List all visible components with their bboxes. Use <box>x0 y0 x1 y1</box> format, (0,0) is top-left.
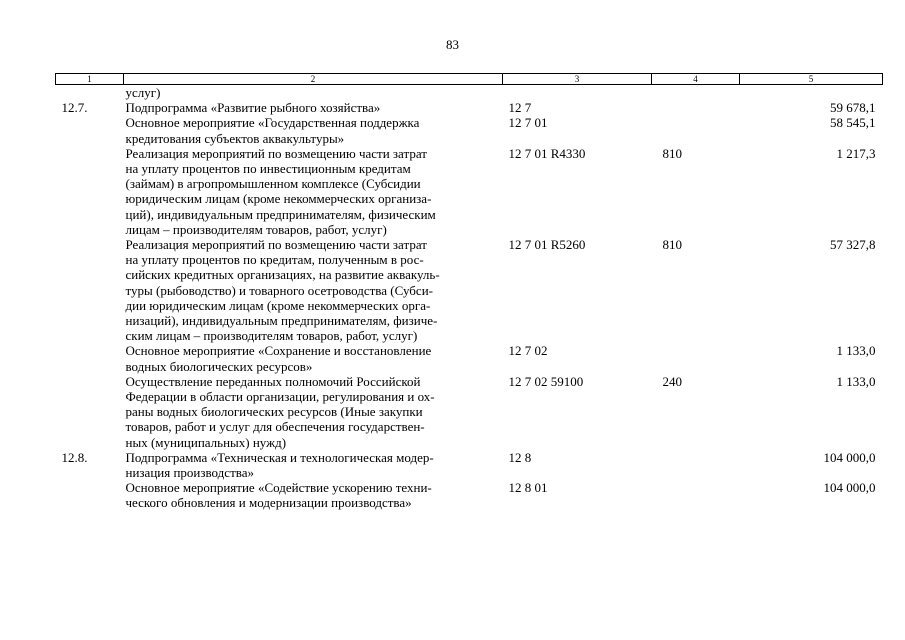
row-amount: 1 133,0 <box>836 343 876 359</box>
row-amount: 59 678,1 <box>830 100 876 116</box>
row-amount: 1 217,3 <box>836 145 876 161</box>
row-expense-type <box>652 480 740 510</box>
row-name-line: услуг) <box>125 85 161 100</box>
row-code: 12 7 02 59100 <box>508 373 584 389</box>
row-name-line: ским лицам – производителям товаров, работ, услуг) <box>125 328 418 344</box>
row-name-line: дии юридическим лицам (кроме некоммерческих орга- <box>125 297 431 313</box>
row-name-line: Подпрограмма «Развитие рыбного хозяйства» <box>125 100 381 116</box>
table-row <box>56 343 883 373</box>
row-expense-type <box>652 100 740 115</box>
row-number: 12.8. <box>61 449 88 465</box>
row-name-line: низация производства» <box>125 465 254 481</box>
table-body <box>56 85 883 511</box>
row-name <box>124 100 503 115</box>
row-amount: 104 000,0 <box>823 449 876 465</box>
row-number: 12.7. <box>61 100 88 116</box>
row-name <box>124 450 503 480</box>
row-name-line: Подпрограмма «Техническая и технологическая модер- <box>125 449 434 465</box>
table-row <box>56 85 883 101</box>
row-code: 12 8 01 <box>508 480 548 496</box>
row-code: 12 7 01 <box>508 115 548 131</box>
header-row <box>56 74 883 85</box>
row-code: 12 7 02 <box>508 343 548 359</box>
column-header-3: 3 <box>503 74 652 85</box>
row-name <box>124 85 503 101</box>
table-row <box>56 450 883 480</box>
page-number: 83 <box>446 37 459 52</box>
column-header-2: 2 <box>124 74 503 85</box>
row-expense-type <box>652 450 740 480</box>
row-expense-type: 810 <box>662 237 682 253</box>
row-name-line: Основное мероприятие «Сохранение и восстановление <box>125 343 432 359</box>
row-amount: 57 327,8 <box>830 237 876 253</box>
row-name <box>124 237 503 343</box>
row-code: 12 8 <box>508 449 532 465</box>
row-name-line: (займам) в агропромышленном комплексе (Субсидии <box>125 176 421 192</box>
row-code: 12 7 <box>508 100 532 116</box>
row-expense-type: 240 <box>662 373 682 389</box>
row-number <box>56 237 124 343</box>
row-expense-type <box>652 343 740 373</box>
row-name-line: кредитования субъектов аквакультуры» <box>125 130 345 146</box>
row-name-line: юридическим лицам (кроме некоммерческих организа- <box>125 191 432 207</box>
row-name <box>124 146 503 237</box>
table-header <box>56 74 883 85</box>
row-code: 12 7 01 R4330 <box>508 145 586 161</box>
row-name-line: Федерации в области организации, регулирования и ох- <box>125 389 435 405</box>
row-name-line: товаров, работ и услуг для обеспечения государствен- <box>125 419 425 435</box>
row-number <box>56 115 124 145</box>
row-number <box>56 343 124 373</box>
row-expense-type <box>652 85 740 101</box>
row-name-line: ных (муниципальных) нужд) <box>125 434 287 450</box>
row-name-line: на уплату процентов по инвестиционным кредитам <box>125 161 411 177</box>
row-name-line: Основное мероприятие «Государственная поддержка <box>125 115 420 131</box>
row-name-line: туры (рыбоводство) и товарного осетроводства (Субси- <box>125 282 433 298</box>
row-number <box>56 85 124 101</box>
row-name <box>124 115 503 145</box>
column-header-1: 1 <box>56 74 124 85</box>
row-number <box>56 374 124 450</box>
table-row <box>56 100 883 115</box>
row-amount: 1 133,0 <box>836 373 876 389</box>
row-number <box>56 480 124 510</box>
row-name-line: сийских кредитных организациях, на развитие аквакуль- <box>125 267 440 283</box>
row-name-line: Реализация мероприятий по возмещению части затрат <box>125 237 427 253</box>
row-name-line: ций), индивидуальным предпринимателям, физическим <box>125 206 436 222</box>
row-name-line: ческого обновления и модернизации производства» <box>125 495 412 511</box>
table-row <box>56 480 883 510</box>
table-row <box>56 237 883 343</box>
row-name <box>124 480 503 510</box>
row-name-line: низаций), индивидуальным предпринимателям, физиче- <box>125 313 438 329</box>
row-name-line: на уплату процентов по кредитам, полученным в рос- <box>125 252 424 268</box>
row-name-line: Основное мероприятие «Содействие ускорению техни- <box>125 480 432 496</box>
row-code: 12 7 01 R5260 <box>508 237 586 253</box>
row-number <box>56 146 124 237</box>
row-expense-type: 810 <box>662 145 682 161</box>
row-amount <box>740 85 883 101</box>
row-expense-type <box>652 115 740 145</box>
row-name-line: Осуществление переданных полномочий Российской <box>125 373 421 389</box>
row-name <box>124 374 503 450</box>
row-name-line: водных биологических ресурсов» <box>125 358 313 374</box>
table-row <box>56 146 883 237</box>
budget-table <box>55 73 883 511</box>
row-name-line: Реализация мероприятий по возмещению части затрат <box>125 145 427 161</box>
row-name-line: лицам – производителям товаров, работ, услуг) <box>125 221 387 237</box>
table-row <box>56 115 883 145</box>
table-row <box>56 374 883 450</box>
row-amount: 104 000,0 <box>823 480 876 496</box>
row-name <box>124 343 503 373</box>
row-code <box>503 85 652 101</box>
column-header-5: 5 <box>740 74 883 85</box>
row-amount: 58 545,1 <box>830 115 876 131</box>
row-name-line: раны водных биологических ресурсов (Иные закупки <box>125 404 423 420</box>
column-header-4: 4 <box>652 74 740 85</box>
